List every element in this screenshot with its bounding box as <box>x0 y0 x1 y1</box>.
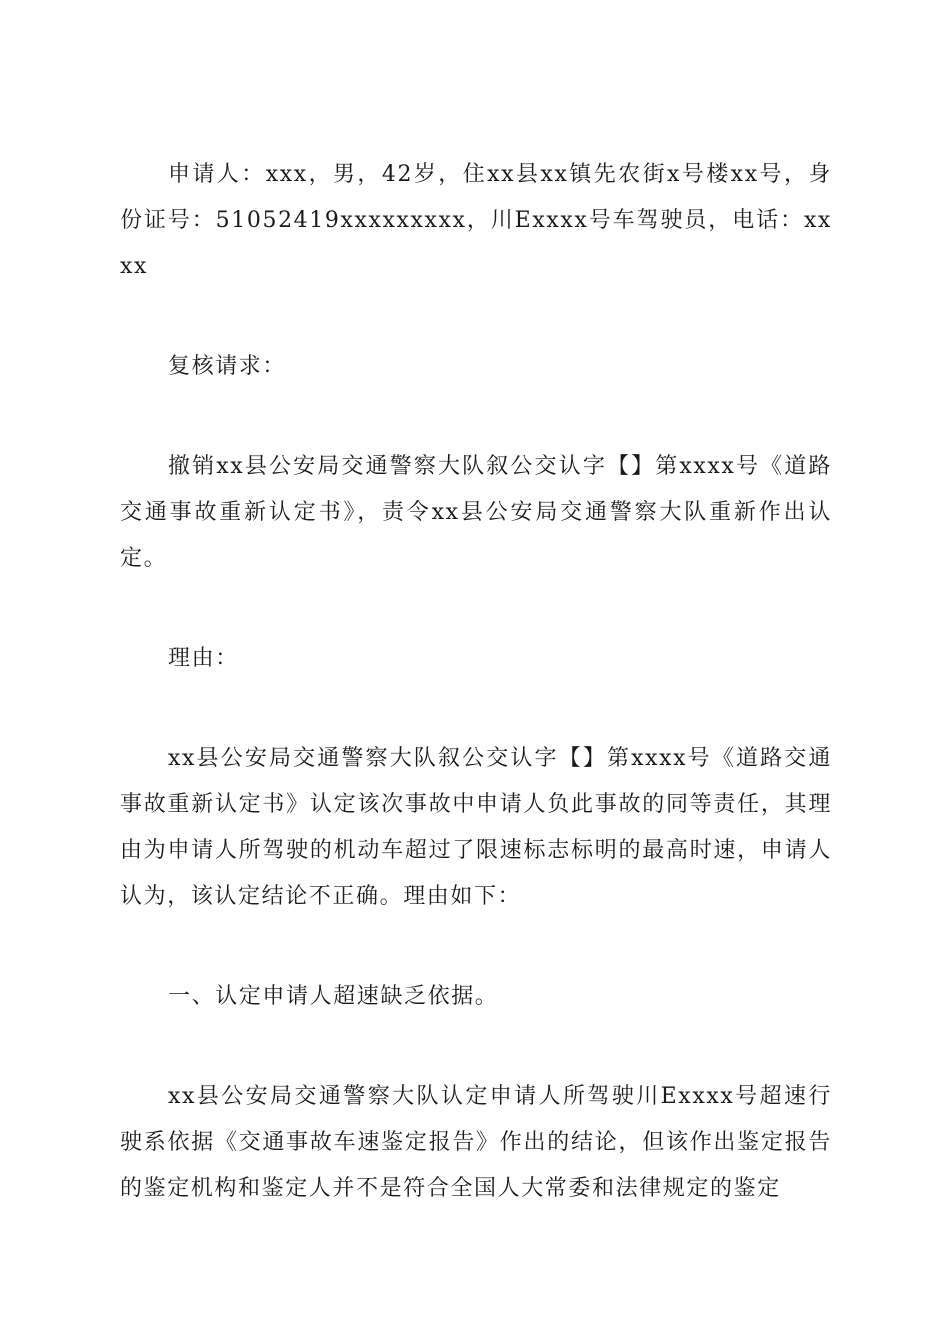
reason-one-heading: 一、认定申请人超速缺乏依据。 <box>168 984 499 1009</box>
applicant-info-paragraph: 申请人：xxx，男，42岁，住xx县xx镇先农街x号楼xx号，身份证号：51052419xxxxxxxxx，川Exxxx号车驾驶员，电话：xxxx <box>120 162 832 279</box>
reasons-intro-paragraph: xx县公安局交通警察大队叙公交认字【】第xxxx号《道路交通事故重新认定书》认定该次事故中申请人负此事故的同等责任，其理由为申请人所驾驶的机动车超过了限速标志标明的最高时速，申请人认为，该认定结论不正确。理由如下： <box>120 746 832 909</box>
reasons-heading: 理由： <box>168 646 239 671</box>
document-page <box>120 152 832 1212</box>
reason-one-paragraph: xx县公安局交通警察大队认定申请人所驾驶川Exxxx号超速行驶系依据《交通事故车速鉴定报告》作出的结论，但该作出鉴定报告的鉴定机构和鉴定人并不是符合全国人大常委和法律规定的鉴定 <box>120 1084 832 1201</box>
review-request-paragraph: 撤销xx县公安局交通警察大队叙公交认字【】第xxxx号《道路交通事故重新认定书》，责令xx县公安局交通警察大队重新作出认定。 <box>120 454 832 571</box>
review-request-heading: 复核请求： <box>168 354 287 379</box>
